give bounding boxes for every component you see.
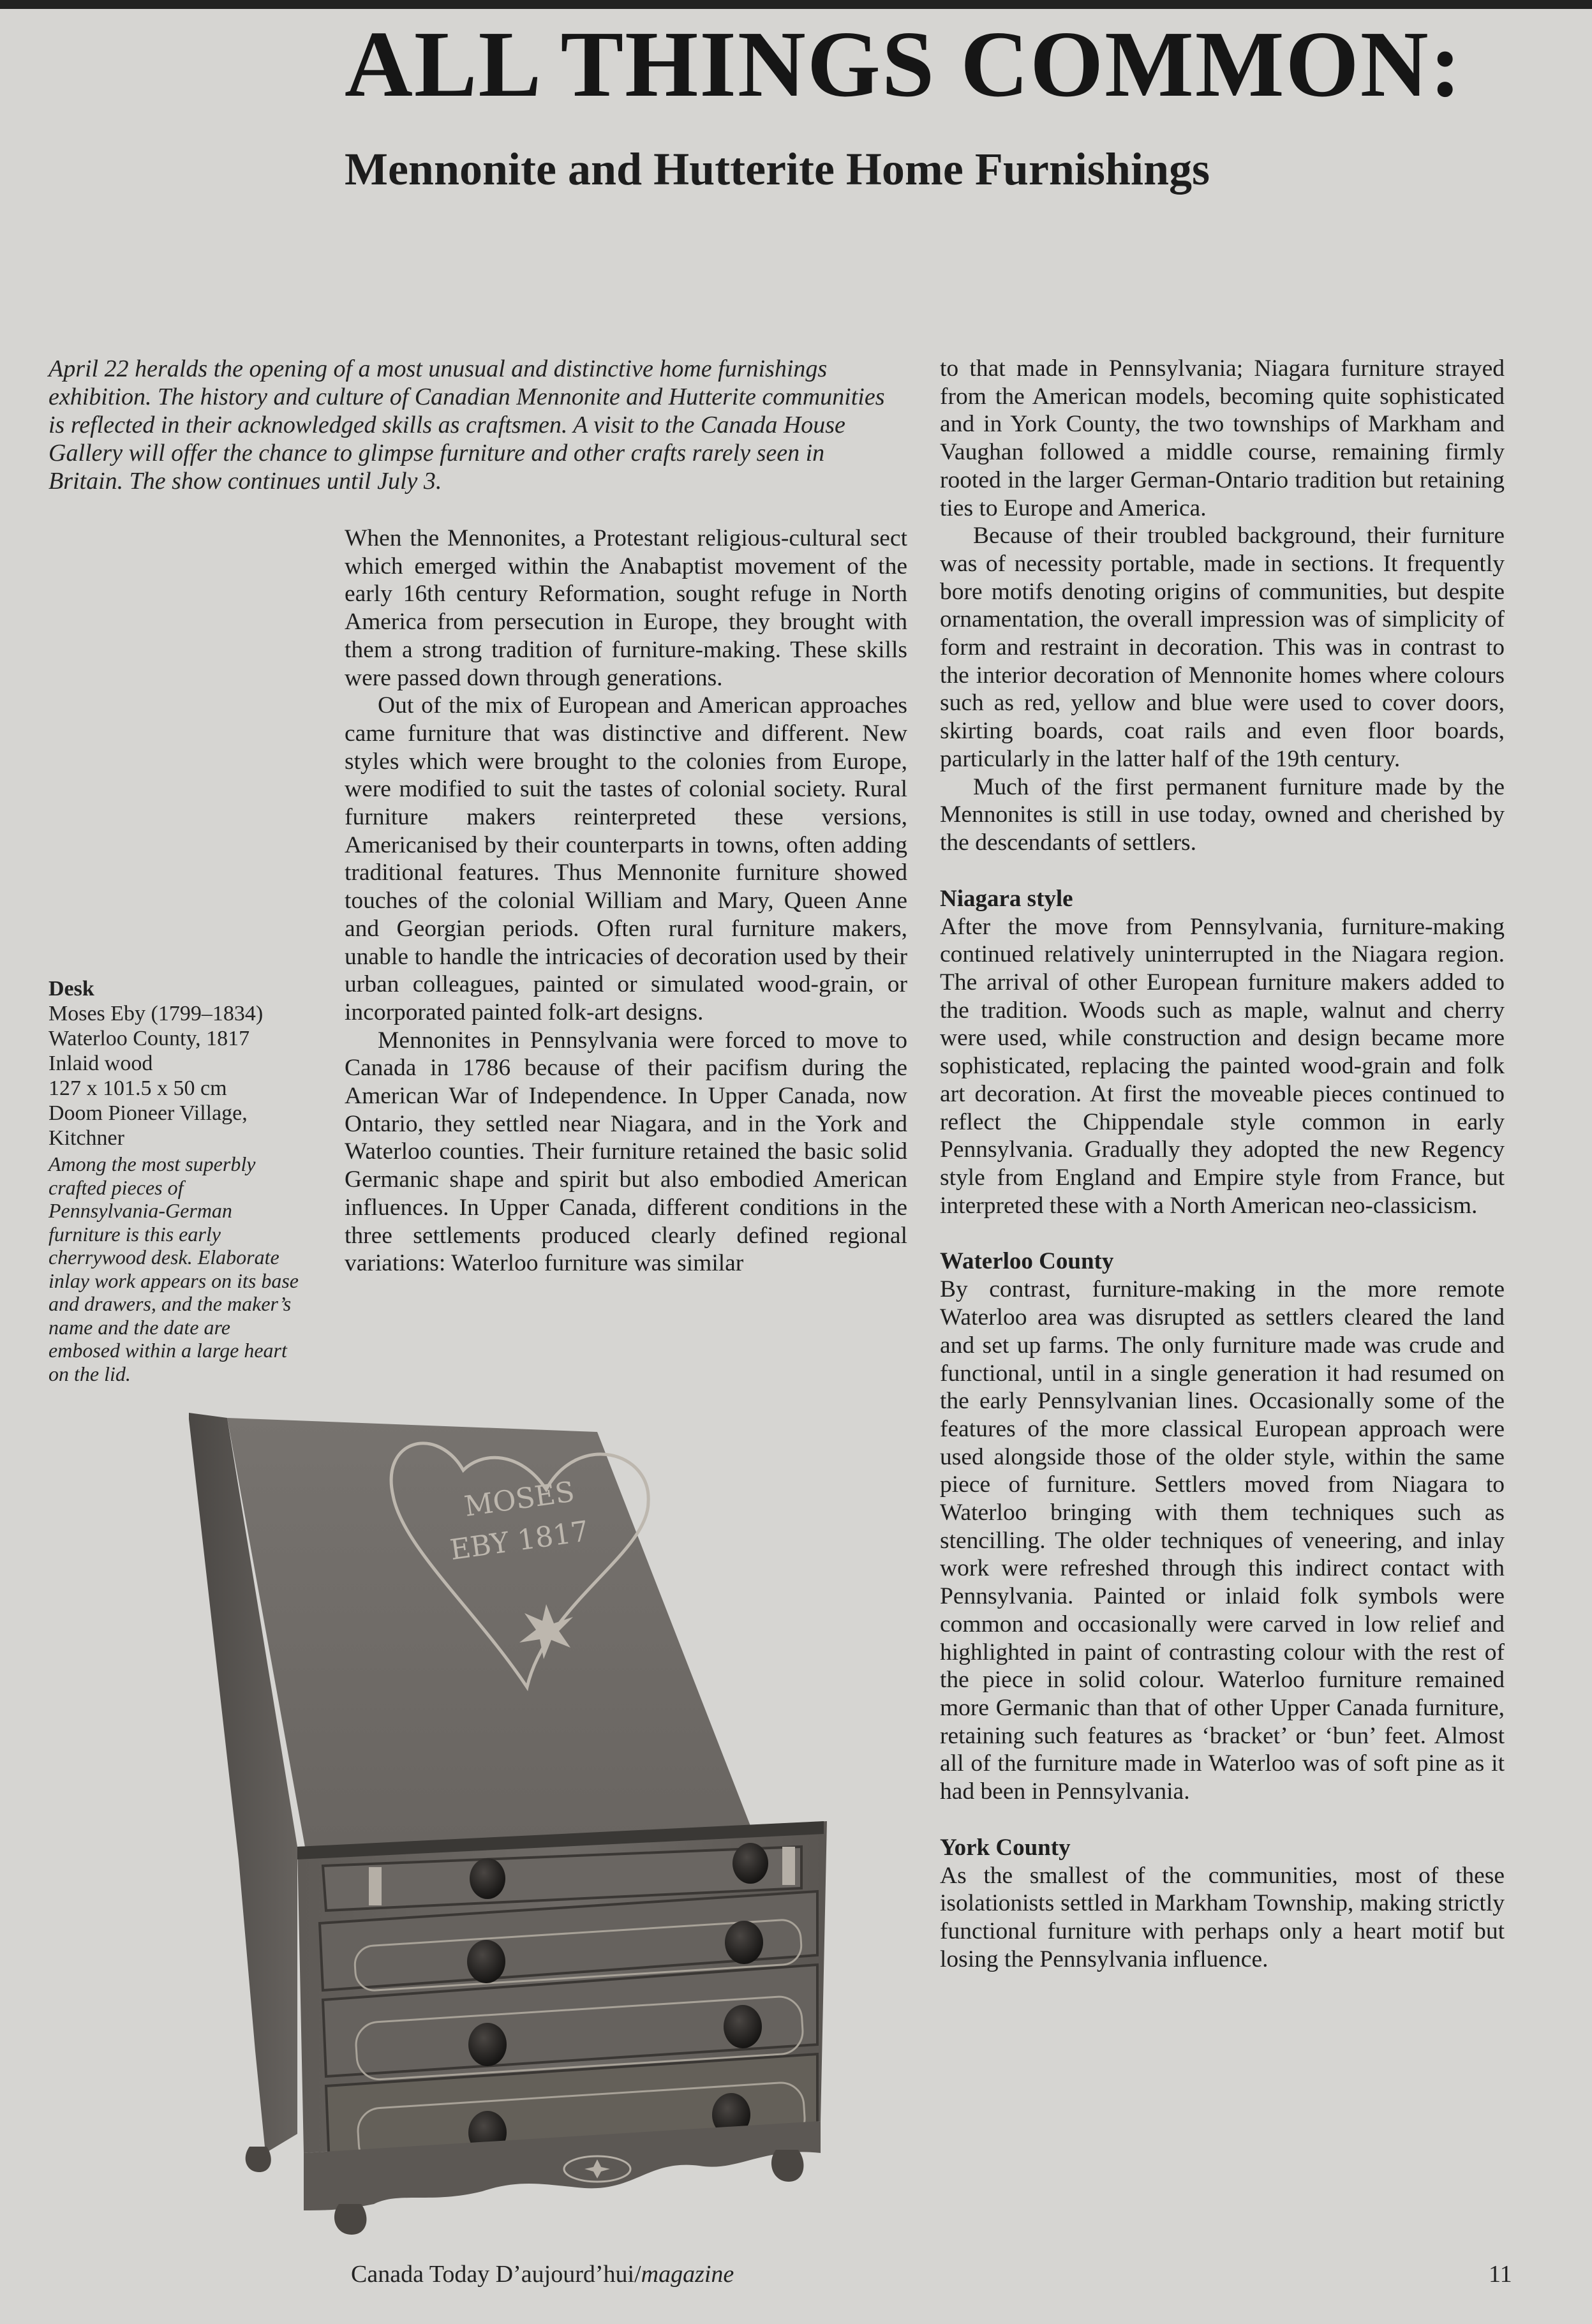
desk-photo [189, 1413, 855, 2235]
article-paragraph: When the Mennonites, a Protestant religious-cultural sect which emerged within the Anabaptist movement of the early 16th century Reformation, sought refuge in North America from persecution in Europe, they brought with them a strong tradition of furniture-making. These skills were passed down through generations. [345, 525, 907, 691]
section-text: By contrast, furniture-making in the more remote Waterloo area was disrupted as settlers cleared the land and set up farms. The only furniture made was crude and functional, until in a single generation it had resumed on the early Pennsylvanian lines. Occasionally some of the features of the more classical European approach were used alongside those of the older style, within the same piece of furniture. Settlers moved from Niagara to Waterloo bringing with them techniques such as stencilling. The older techniques of veneering, and inlay work were refreshed through this indirect contact with Pennsylvania. Painted or inlaid folk symbols were common and occasionally were carved in low relief and highlighted in paint of contrasting colour with the rest of the piece in solid colour. Waterloo furniture remained more Germanic than that of other Upper Canada furniture, retaining such features as ‘bracket’ or ‘bun’ feet. Almost all of the furniture made in Waterloo was of soft pine as it had been in Pennsylvania. [940, 1276, 1505, 1805]
caption-line: Waterloo County, 1817 [48, 1027, 250, 1050]
desk-foot [334, 2204, 366, 2235]
footer-publication-name: Canada Today D’aujourd’hui/ [351, 2261, 641, 2288]
caption-line: Kitchner [48, 1126, 124, 1150]
drawer-knob [725, 1921, 763, 1964]
photo-caption [48, 976, 304, 1151]
section-heading: Waterloo County [940, 1248, 1114, 1275]
article-paragraph: Because of their troubled background, their furniture was of necessity portable, made in sections. It frequently bore motifs denoting origins of communities, but despite ornamentation, the overall impression was of simplicity of form and restraint in decoration. This was in contrast to the interior decoration of Mennonite homes where colours such as red, yellow and blue were used to cover doors, skirting boards, coat rails and even floor boards, particularly in the latter half of the 19th century. [940, 523, 1505, 772]
page-subtitle: Mennonite and Hutterite Home Furnishings [345, 144, 1210, 195]
page-number: 11 [1489, 2261, 1512, 2288]
caption-line: Doom Pioneer Village, [48, 1101, 248, 1125]
caption-line: Moses Eby (1799–1834) [48, 1002, 264, 1025]
caption-line: Inlaid wood [48, 1052, 153, 1075]
section-waterloo [940, 1248, 1505, 1805]
article-paragraph: to that made in Pennsylvania; Niagara furniture strayed from the American models, becoming quite sophisticated and in York County, the two townships of Markham and Vaughan followed a middle course, remaining firmly rooted in the larger German-Ontario tradition but retaining ties to Europe and America. [940, 355, 1505, 521]
article-paragraph: Mennonites in Pennsylvania were forced to move to Canada in 1786 because of their pacifism during the American War of Independence. In Upper Canada, now Ontario, they settled near Niagara, and in the York and Waterloo counties. Their furniture retained the basic solid Germanic shape and spirit but also embodied American influences. In Upper Canada, different conditions in the three settlements produced clearly defined regional variations: Waterloo furniture was similar [345, 1027, 907, 1277]
footer-publication-suffix: magazine [641, 2261, 734, 2288]
drawer-knob [470, 1858, 505, 1899]
section-heading: York County [940, 1834, 1071, 1861]
top-rule [0, 0, 1592, 9]
drawer-knob [733, 1843, 768, 1884]
heart-inscription-date: EBY 1817 [448, 1515, 591, 1567]
article-column-middle [345, 525, 907, 1277]
desk-foot [246, 2147, 271, 2172]
caption-description: Among the most superbly crafted pieces of Pennsylvania-German furniture is this early cherrywood desk. Elaborate inlay work appears on its base and drawers, and the maker’s name and the date are embosed within a large heart on the lid. [48, 1152, 299, 1385]
caption-title: Desk [48, 977, 94, 1001]
section-text: After the move from Pennsylvania, furniture-making continued relatively uninterrupted in the Niagara region. The arrival of other European furniture makers added to the tradition. Woods such as maple, walnut and cherry were used, while construction and design became more sophisticated, replacing the painted wood-grain and folk art decoration. At first the moveable pieces continued to reflect the Chippendale style common in early Pennsylvania. Gradually they adopted the new Regency style from England and Empire style from France, but interpreted these with a North American neo-classicism. [940, 913, 1505, 1219]
page-title: ALL THINGS COMMON: [345, 12, 1462, 117]
section-york [940, 1834, 1505, 1974]
footer-publication [351, 2260, 734, 2288]
section-niagara [940, 885, 1505, 1220]
desk-foot [771, 2150, 803, 2182]
caption-line: 127 x 101.5 x 50 cm [48, 1076, 227, 1100]
drawer-knob [468, 2023, 507, 2066]
section-heading: Niagara style [940, 885, 1073, 912]
article-paragraph: Out of the mix of European and American approaches came furniture that was distinctive and different. New styles which were brought to the colonies from Europe, were modified to suit the tastes of colonial society. Rural furniture makers reinterpreted these versions, Americanised by their counterparts in towns, often adding traditional features. Thus Mennonite furniture showed touches of the colonial William and Mary, Queen Anne and Georgian periods. Often rural furniture makers, unable to handle the intricacies of decoration used by their urban colleagues, painted or simulated wood-grain, or incorporated painted folk-art designs. [345, 692, 907, 1025]
intro-paragraph: April 22 heralds the opening of a most unusual and distinctive home furnishings exhibition. The history and culture of Canadian Mennonite and Hutterite communities is reflected in their acknowledged skills as craftsmen. A visit to the Canada House Gallery will offer the chance to glimpse furniture and other crafts rarely seen in Britain. The show continues until July 3. [48, 355, 885, 495]
heart-inscription-name: MOSES [462, 1475, 577, 1523]
article-paragraph: Much of the first permanent furniture made by the Mennonites is still in use today, owned and cherished by the descendants of settlers. [940, 773, 1505, 856]
section-text: As the smallest of the communities, most of these isolationists settled in Markham Township, making strictly functional furniture with perhaps only a heart motif but losing the Pennsylvania influence. [940, 1862, 1505, 1972]
article-column-right [940, 355, 1505, 1974]
drawer-knob [467, 1940, 505, 1983]
drawer-knob [724, 2005, 762, 2048]
